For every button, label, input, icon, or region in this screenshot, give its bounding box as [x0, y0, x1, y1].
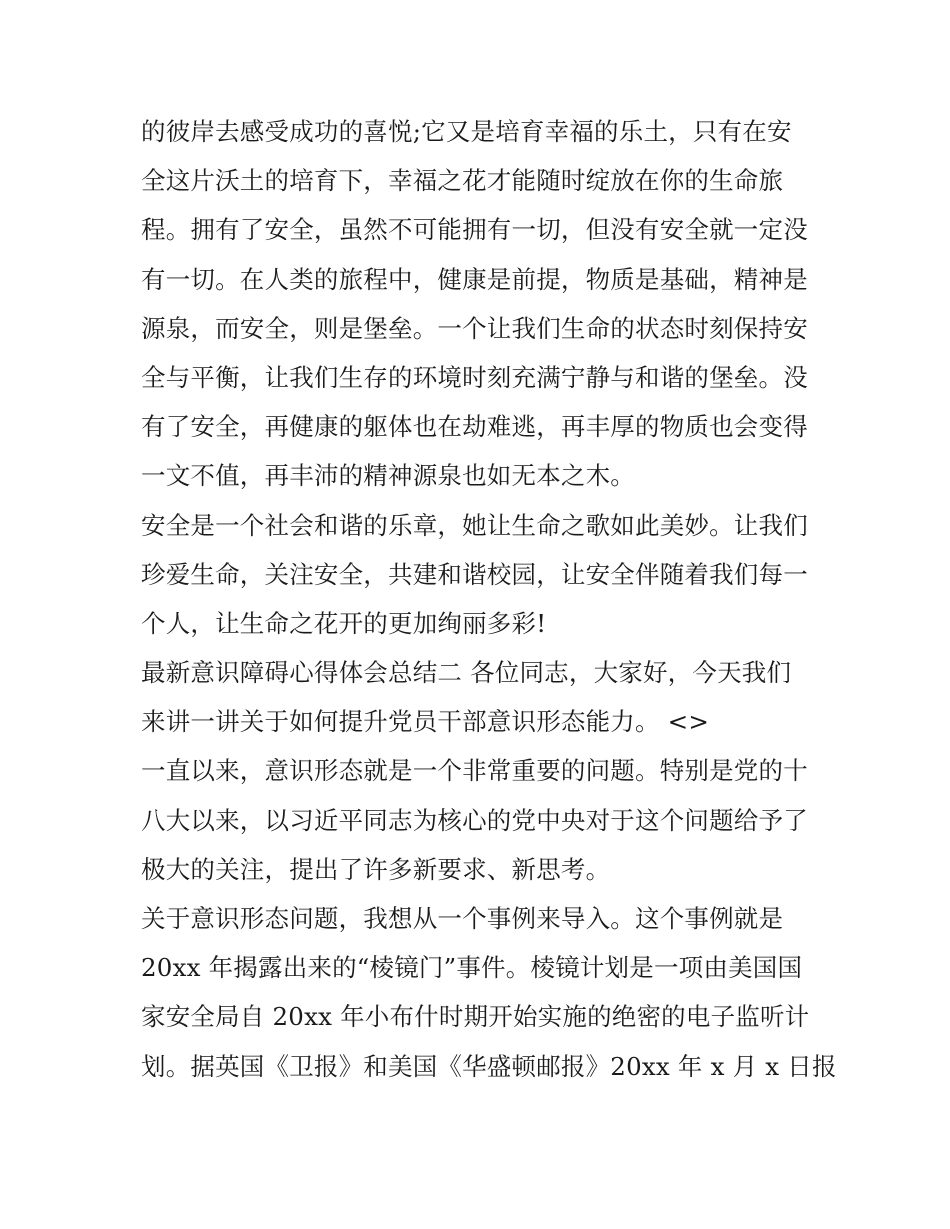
text-line-17: 关于意识形态问题，我想从一个事例来导入。这个事例就是	[141, 904, 784, 933]
text-line-11: 个人，让生命之花开的更加绚丽多彩!	[141, 608, 547, 638]
text-line-19: 家安全局自 20xx 年小布什时期开始实施的绝密的电子监听计	[141, 1002, 810, 1032]
text-line-10: 珍爱生命，关注安全，共建和谐校园，让安全伴随着我们每一	[141, 559, 808, 589]
text-line-14: 一直以来，意识形态就是一个非常重要的问题。特别是党的十	[141, 756, 808, 786]
text-line-7: 有了安全，再健康的躯体也在劫难逃，再丰厚的物质也会变得	[141, 412, 808, 442]
text-line-8: 一文不值，再丰沛的精神源泉也如无本之木。	[141, 461, 635, 491]
text-line-4: 有一切。在人类的旅程中，健康是前提，物质是基础，精神是	[141, 264, 808, 294]
text-line-13: 来讲一讲关于如何提升党员干部意识形态能力。 <>	[141, 707, 710, 737]
text-line-1: 的彼岸去感受成功的喜悦;它又是培育幸福的乐土，只有在安	[141, 117, 792, 146]
text-line-2: 全这片沃土的培育下，幸福之花才能随时绽放在你的生命旅	[141, 166, 784, 196]
text-line-20: 划。据英国《卫报》和美国《华盛顿邮报》20xx 年 x 月 x 日报	[141, 1051, 837, 1081]
text-line-5: 源泉，而安全，则是堡垒。一个让我们生命的状态时刻保持安	[141, 313, 808, 343]
text-line-9: 安全是一个社会和谐的乐章，她让生命之歌如此美妙。让我们	[141, 510, 808, 540]
text-line-3: 程。拥有了安全，虽然不可能拥有一切，但没有安全就一定没	[141, 215, 808, 245]
text-line-16: 极大的关注，提出了许多新要求、新思考。	[141, 854, 611, 884]
text-line-18: 20xx 年揭露出来的“棱镜门”事件。棱镜计划是一项由美国国	[141, 953, 803, 983]
text-line-15: 八大以来，以习近平同志为核心的党中央对于这个问题给予了	[141, 805, 808, 835]
body-text	[141, 107, 837, 1091]
text-line-6: 全与平衡，让我们生存的环境时刻充满宁静与和谐的堡垒。没	[141, 362, 808, 392]
text-line-12: 最新意识障碍心得体会总结二 各位同志，大家好，今天我们	[141, 658, 792, 688]
